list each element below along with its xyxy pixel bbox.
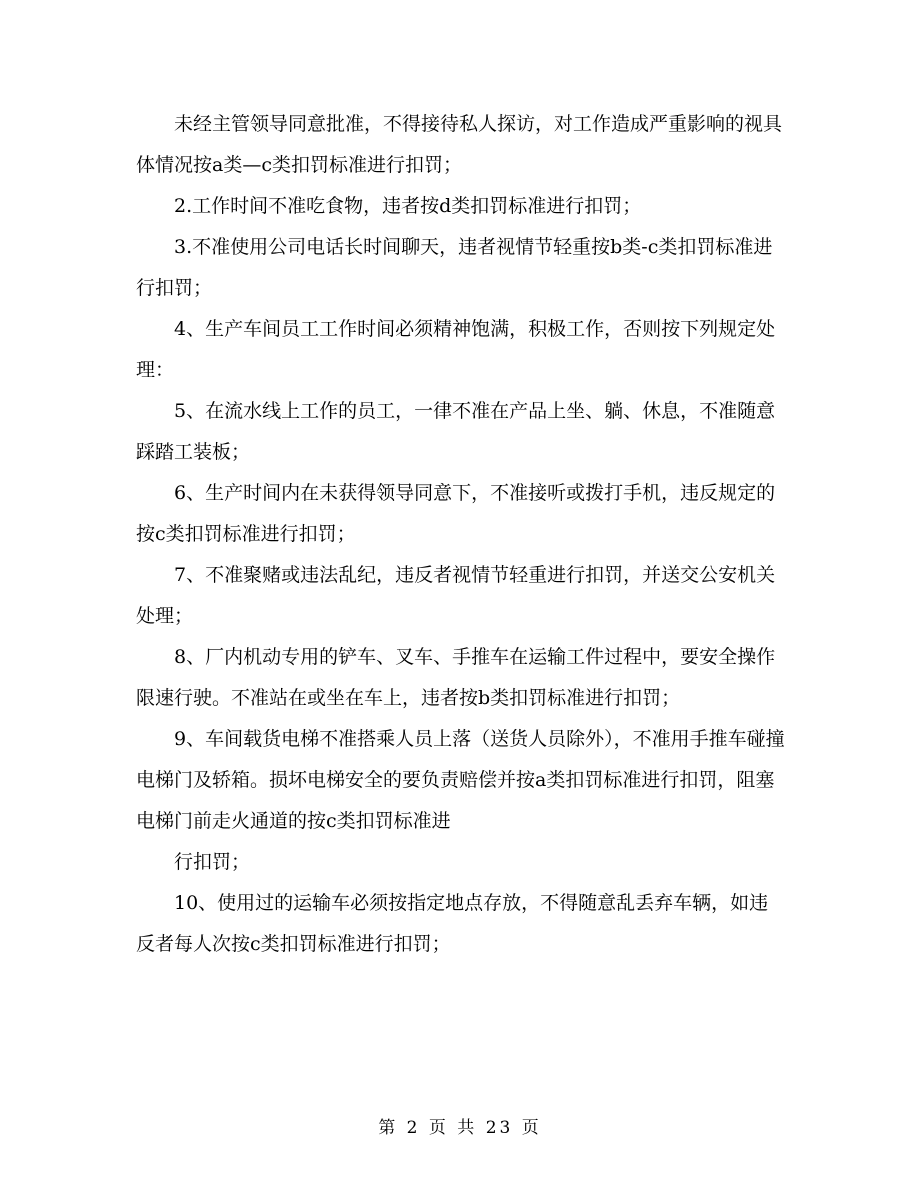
paragraph-8: 8、厂内机动专用的铲车、叉车、手推车在运输工件过程中，要安全操作限速行驶。不准站在或坐在车上，违者按b类扣罚标准进行扣罚； [136, 646, 776, 709]
paragraph-1: 未经主管领导同意批准，不得接待私人探访，对工作造成严重影响的视具体情况按a类—c类扣罚标准进行扣罚； [136, 113, 783, 176]
paragraph-10: 10、使用过的运输车必须按指定地点存放，不得随意乱丢弃车辆，如违反者每人次按c类扣罚标准进行扣罚； [136, 892, 769, 955]
paragraph-7: 7、不准聚赌或违法乱纪，违反者视情节轻重进行扣罚，并送交公安机关处理； [136, 564, 776, 627]
page-footer: 第 2 页 共 23 页 [378, 1118, 542, 1138]
paragraph-9: 9、车间载货电梯不准搭乘人员上落（送货人员除外），不准用手推车碰撞电梯门及轿箱。损坏电梯安全的要负责赔偿并按a类扣罚标准进行扣罚，阻塞电梯门前走火通道的按c类扣罚标准进 [136, 728, 785, 832]
paragraph-6: 6、生产时间内在未获得领导同意下，不准接听或拨打手机，违反规定的按c类扣罚标准进行扣罚； [136, 482, 776, 545]
paragraph-2: 2.工作时间不准吃食物，违者按d类扣罚标准进行扣罚； [174, 195, 642, 217]
paragraph-9-continued: 行扣罚； [174, 851, 251, 873]
paragraph-3: 3.不准使用公司电话长时间聊天，违者视情节轻重按b类-c类扣罚标准进行扣罚； [136, 236, 773, 299]
document-body [136, 104, 786, 965]
paragraph-5: 5、在流水线上工作的员工，一律不准在产品上坐、躺、休息，不准随意踩踏工装板； [136, 400, 776, 463]
paragraph-4: 4、生产车间员工工作时间必须精神饱满，积极工作，否则按下列规定处理： [136, 318, 776, 381]
